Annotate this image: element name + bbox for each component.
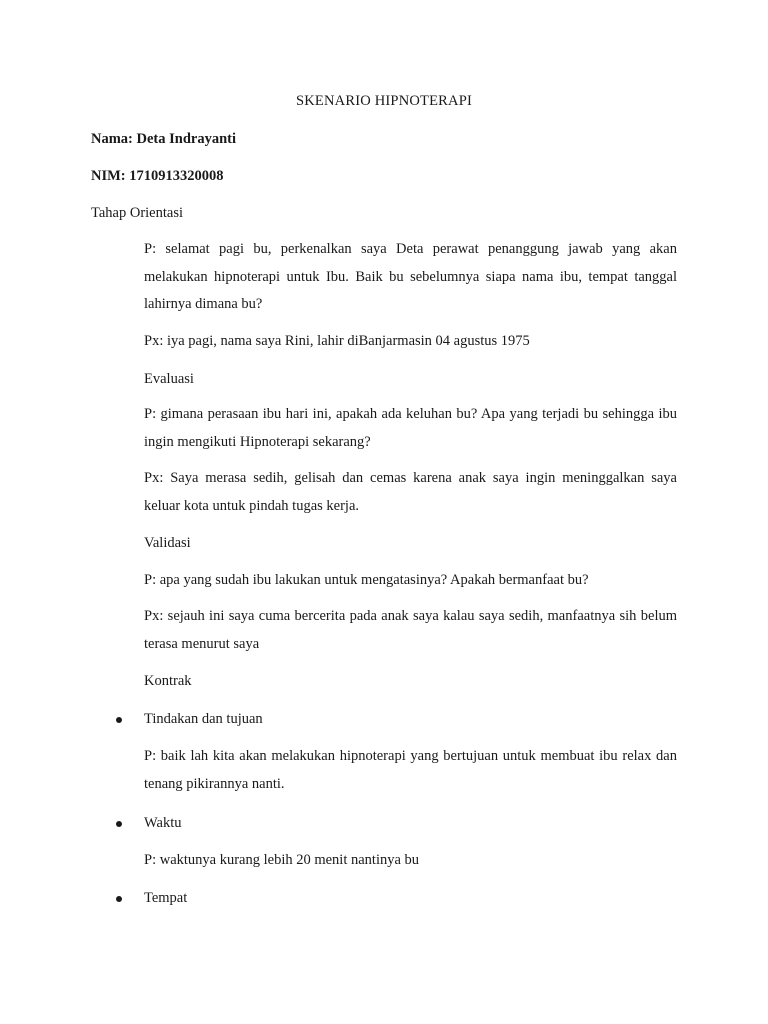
name-line: Nama: Deta Indrayanti [91, 131, 236, 147]
dialogue-p1: P: selamat pagi bu, perkenalkan saya Deta perawat penanggung jawab yang akan melakukan hipnoterapi untuk Ibu. Baik bu sebelumnya siapa nama ibu, tempat tanggal lahirnya dimana bu? [144, 241, 677, 312]
kontrak-heading: Kontrak [144, 673, 192, 689]
bullet-item-tempat: Tempat [144, 890, 188, 906]
dialogue-p5: P: waktunya kurang lebih 20 menit nantinya bu [144, 852, 420, 868]
dialogue-px3: Px: sejauh ini saya cuma bercerita pada anak saya kalau saya sedih, manfaatnya sih belum terasa menurut saya [144, 608, 677, 652]
dialogue-p2: P: gimana perasaan ibu hari ini, apakah ada keluhan bu? Apa yang terjadi bu sehingga ibu ingin mengikuti Hipnoterapi sekarang? [144, 406, 677, 450]
bullet-marker [116, 717, 122, 723]
bullet-item-waktu: Waktu [144, 815, 182, 831]
nim-line: NIM: 1710913320008 [91, 168, 224, 184]
document-title: SKENARIO HIPNOTERAPI [296, 93, 472, 109]
bullet-item-tindakan: Tindakan dan tujuan [144, 711, 263, 727]
bullet-marker [116, 896, 122, 902]
dialogue-px1: Px: iya pagi, nama saya Rini, lahir diBanjarmasin 04 agustus 1975 [144, 333, 530, 349]
stage-orientasi-heading: Tahap Orientasi [91, 205, 183, 221]
dialogue-p3: P: apa yang sudah ibu lakukan untuk mengatasinya? Apakah bermanfaat bu? [144, 572, 589, 588]
bullet-marker [116, 821, 122, 827]
validasi-heading: Validasi [144, 535, 191, 551]
evaluasi-heading: Evaluasi [144, 371, 194, 387]
dialogue-p4: P: baik lah kita akan melakukan hipnoterapi yang bertujuan untuk membuat ibu relax dan tenang pikirannya nanti. [144, 748, 677, 792]
dialogue-px2: Px: Saya merasa sedih, gelisah dan cemas karena anak saya ingin meninggalkan saya keluar kota untuk pindah tugas kerja. [144, 470, 677, 514]
